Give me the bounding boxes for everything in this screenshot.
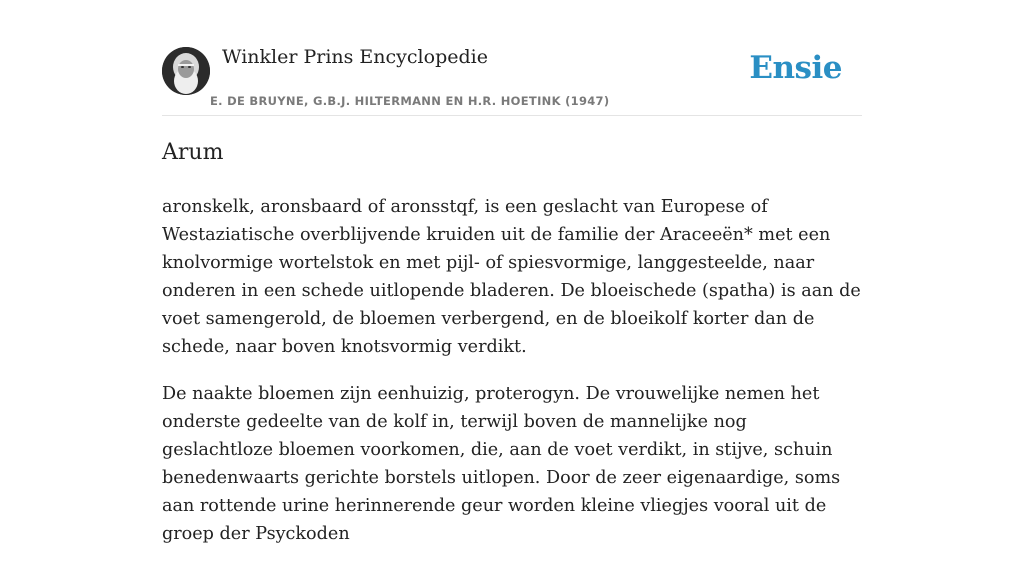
brand-logo-link[interactable]: Ensie — [749, 50, 842, 86]
entry-paragraph: aronskelk, aronsbaard of aronsstqf, is een geslacht van Europese of Westaziatische overblijvende kruiden uit de familie der Araceeën* met een knolvormige wortelstok en met pijl- of spiesvormige, langgesteelde, naar onderen in een schede uitlopende bladeren. De bloeischede (spatha) is aan de voet samengerold, de bloemen verbergend, en de bloeikolf korter dan de schede, naar boven knotsvormig verdikt. — [162, 197, 861, 357]
book-title[interactable]: Winkler Prins Encyclopedie — [222, 46, 488, 68]
author-avatar[interactable] — [162, 47, 210, 95]
header — [162, 0, 862, 116]
entry-paragraph: De naakte bloemen zijn eenhuizig, proterogyn. De vrouwelijke nemen het onderste gedeelte van de kolf in, terwijl boven de mannelijke nog geslachtloze bloemen voorkomen, die, aan de voet verdikt, in stijve, schuin benedenwaarts gerichte borstels uitlopen. Door de zeer eigenaardige, soms aan rottende urine herinnerende geur worden kleine vliegjes vooral uit de groep der Psyckoden — [162, 384, 841, 544]
entry-title: Arum — [162, 140, 224, 165]
entry-body — [162, 193, 862, 567]
book-authors: E. DE BRUYNE, G.B.J. HILTERMANN EN H.R. HOETINK (1947) — [210, 94, 610, 108]
portrait-avatar-icon — [162, 47, 210, 95]
article-page — [162, 0, 862, 544]
